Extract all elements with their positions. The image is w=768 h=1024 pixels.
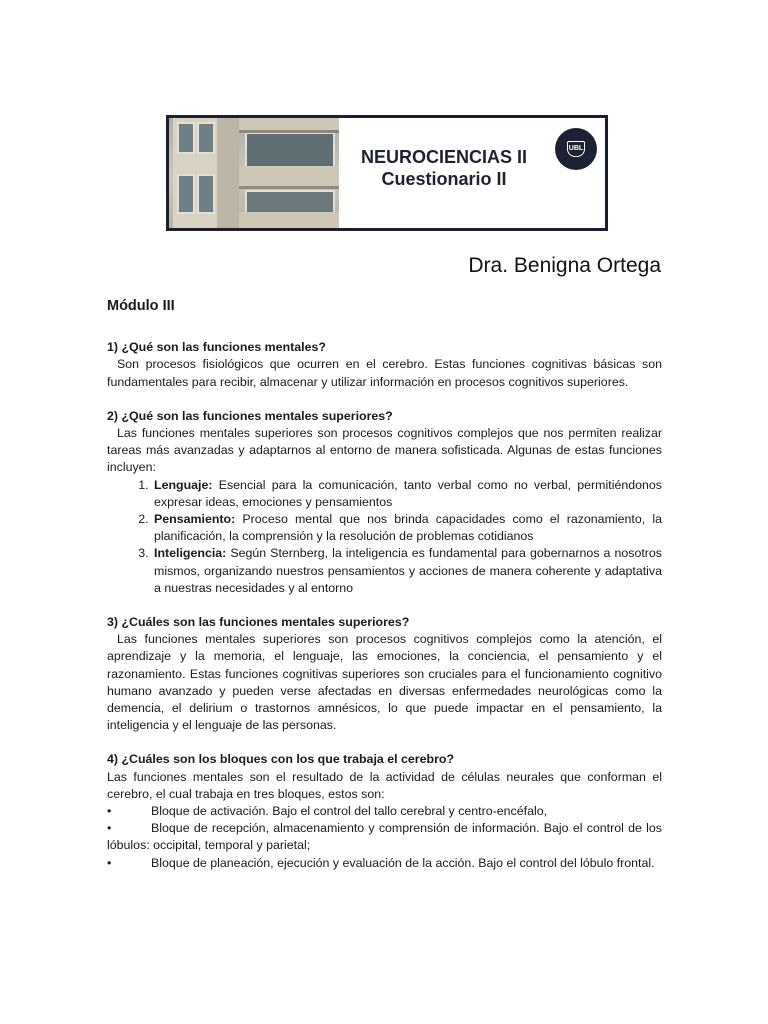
functions-list: [107, 477, 662, 597]
module-heading: Módulo III: [107, 298, 175, 314]
question-1: [107, 339, 662, 391]
banner-title: [339, 146, 549, 190]
university-logo: [555, 128, 597, 170]
list-item-term: Lenguaje:: [154, 477, 213, 492]
list-item: [107, 820, 662, 854]
list-item-text: Según Sternberg, la inteligencia es fundamental para gobernarnos a nosotros mismos, organizando nuestros pensamientos y acciones de manera coherente y adaptativa a nuestras necesidades y al entorno: [154, 546, 662, 595]
question-2: [107, 408, 662, 597]
question-3-title: 3) ¿Cuáles son las funciones mentales superiores?: [107, 615, 410, 630]
list-item-text: Esencial para la comunicación, tanto verbal como no verbal, permitiéndonos expresar ideas, emociones y pensamientos: [154, 477, 662, 509]
author-name: Dra. Benigna Ortega: [468, 254, 661, 277]
question-2-intro: Las funciones mentales superiores son procesos cognitivos complejos que nos permiten realizar tareas más avanzadas y adaptarnos al entorno de manera sofisticada. Algunas de estas funciones incluyen:: [107, 426, 662, 475]
list-item-term: Inteligencia:: [154, 546, 227, 561]
question-1-title: 1) ¿Qué son las funciones mentales?: [107, 340, 326, 355]
list-item: [152, 511, 662, 545]
list-item: [152, 545, 662, 597]
document-body: [107, 298, 662, 889]
question-1-answer: Son procesos fisiológicos que ocurren en el cerebro. Estas funciones cognitivas básicas son fundamentales para recibir, almacenar y utilizar información en procesos cognitivos superiores.: [107, 357, 662, 389]
list-item-text: Bloque de recepción, almacenamiento y comprensión de información. Bajo el control de los lóbulos: occipital, temporal y parietal;: [107, 821, 662, 853]
question-4: [107, 751, 662, 871]
banner-title-line1: NEUROCIENCIAS II: [360, 147, 528, 167]
list-item: [107, 803, 662, 820]
question-3: [107, 614, 662, 734]
header-banner: [166, 115, 608, 231]
shield-icon: UBL: [567, 141, 585, 157]
list-item: [107, 855, 662, 872]
banner-title-line2: Cuestionario II: [381, 169, 507, 189]
question-2-title: 2) ¿Qué son las funciones mentales superiores?: [107, 408, 393, 423]
list-item-text: Bloque de activación. Bajo el control del tallo cerebral y centro-encéfalo,: [151, 804, 548, 819]
bullet-icon: •: [107, 804, 112, 819]
list-item-term: Pensamiento:: [154, 512, 236, 527]
question-3-answer: Las funciones mentales superiores son procesos cognitivos complejos como la atención, el aprendizaje y la memoria, el lenguaje, las emociones, la conciencia, el pensamiento y el razonamiento. Estas funciones cognitivas superiores son cruciales para el funcionamiento cognitivo humano avanzado y pueden verse afectadas en diversas enfermedades neurológicas como la demencia, el delirium o trastornos amnésicos, lo que puede impactar en el pensamiento, la inteligencia y el lenguaje de las personas.: [107, 632, 662, 733]
building-photo: [169, 118, 339, 228]
list-item-text: Proceso mental que nos brinda capacidades como el razonamiento, la planificación, la comprensión y la resolución de problemas cotidianos: [154, 512, 662, 544]
bullet-icon: •: [107, 855, 112, 870]
question-4-title: 4) ¿Cuáles son los bloques con los que trabaja el cerebro?: [107, 752, 455, 767]
blocks-list: [107, 803, 662, 872]
question-4-intro: Las funciones mentales son el resultado de la actividad de células neurales que conforman el cerebro, el cual trabaja en tres bloques, estos son:: [107, 769, 662, 801]
list-item-text: Bloque de planeación, ejecución y evaluación de la acción. Bajo el control del lóbulo frontal.: [151, 855, 655, 870]
list-item: [152, 477, 662, 511]
bullet-icon: •: [107, 821, 112, 836]
